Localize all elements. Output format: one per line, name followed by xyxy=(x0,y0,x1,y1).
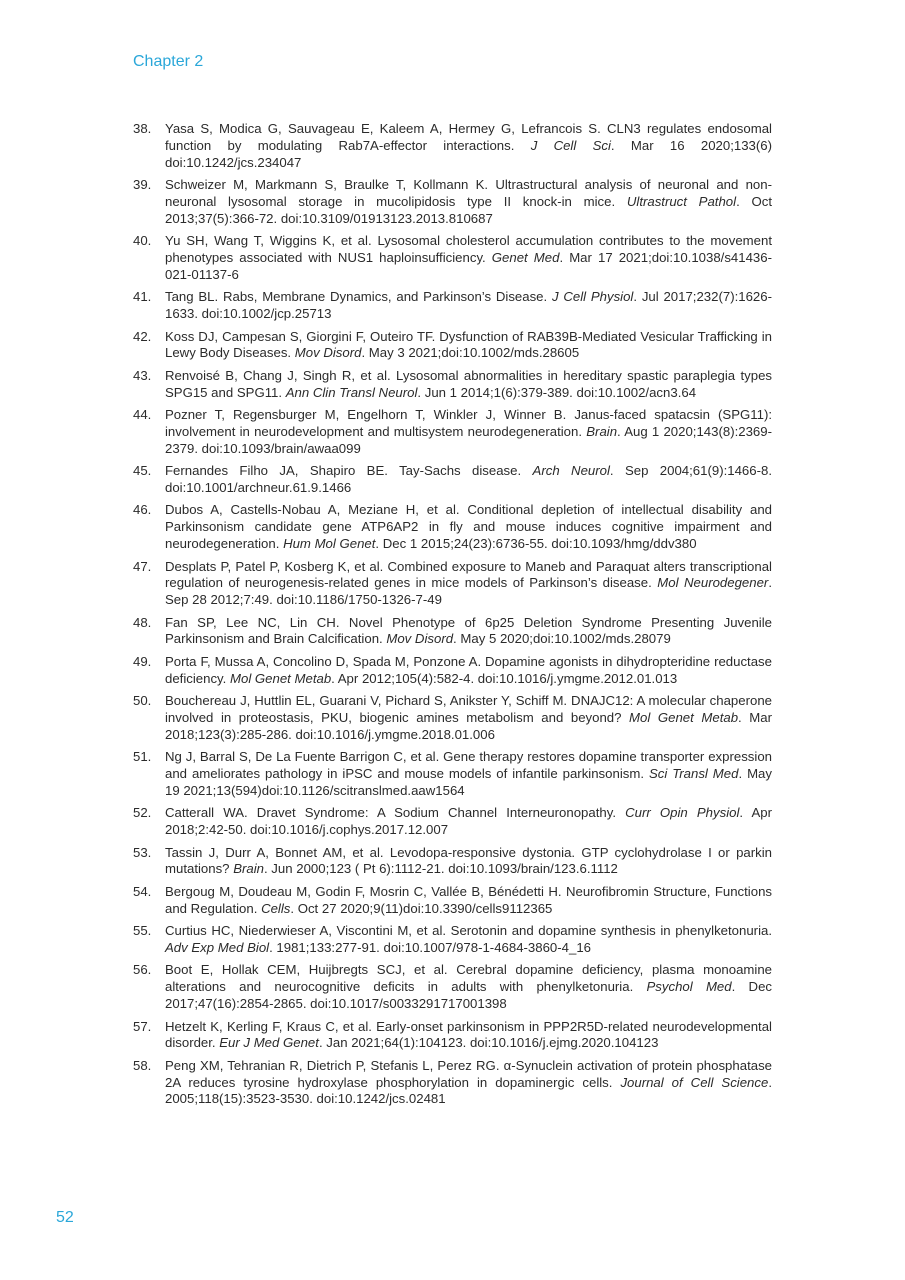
reference-number: 41. xyxy=(133,289,152,305)
journal-name: Genet Med xyxy=(491,249,560,265)
journal-name: Mol Genet Metab xyxy=(629,709,739,725)
journal-name: Adv Exp Med Biol xyxy=(165,939,270,955)
reference-number: 47. xyxy=(133,558,152,574)
chapter-heading: Chapter 2 xyxy=(133,53,204,70)
reference-number: 50. xyxy=(133,693,152,709)
reference-text: Koss DJ, Campesan S, Giorgini F, Outeiro TF. Dysfunction of RAB39B-Mediated Vesicular Trafficking in Lewy Body Diseases. Mov Disord. May 3 2021;doi:10.1002/mds.28605 xyxy=(165,328,772,361)
reference-item xyxy=(133,407,772,457)
reference-text: Catterall WA. Dravet Syndrome: A Sodium Channel Interneuronopathy. Curr Opin Physiol. Apr 2018;2:42-50. doi:10.1016/j.cophys.2017.12.007 xyxy=(165,805,772,838)
reference-item xyxy=(133,845,772,879)
reference-number: 56. xyxy=(133,962,152,978)
journal-name: Cells xyxy=(261,900,291,916)
reference-item xyxy=(133,1058,772,1108)
reference-item xyxy=(133,1019,772,1053)
reference-number: 46. xyxy=(133,502,152,518)
reference-number: 58. xyxy=(133,1057,152,1073)
journal-name: Brain xyxy=(233,861,264,877)
reference-text: Ng J, Barral S, De La Fuente Barrigon C, et al. Gene therapy restores dopamine transporter expression and ameliorates pathology in iPSC and mouse models of infantile parkinsonism. Sci Transl Med. May 19 2021;13(594)doi:10.1126/scitranslmed.aaw1564 xyxy=(165,749,772,798)
reference-number: 42. xyxy=(133,328,152,344)
reference-text: Renvoisé B, Chang J, Singh R, et al. Lysosomal abnormalities in hereditary spastic paraplegia types SPG15 and SPG11. Ann Clin Transl Neurol. Jun 1 2014;1(6):379-389. doi:10.1002/acn3.64 xyxy=(165,367,772,400)
reference-text: Schweizer M, Markmann S, Braulke T, Kollmann K. Ultrastructural analysis of neuronal and non-neuronal lysosomal storage in mucolipidosis type II knock-in mice. Ultrastruct Pathol. Oct 2013;37(5):366-72. doi:10.3109/01913123.2013.810687 xyxy=(165,177,772,226)
reference-item xyxy=(133,233,772,283)
reference-text: Yu SH, Wang T, Wiggins K, et al. Lysosomal cholesterol accumulation contributes to the movement phenotypes associated with NUS1 haploinsufficiency. Genet Med. Mar 17 2021;doi:10.1038/s41436-021-01137-6 xyxy=(165,233,772,282)
reference-text: Desplats P, Patel P, Kosberg K, et al. Combined exposure to Maneb and Paraquat alters transcriptional regulation of neurogenesis-related genes in mice models of Parkinson’s disease. Mol Neurodegener. Sep 28 2012;7:49. doi:10.1186/1750-1326-7-49 xyxy=(165,558,772,608)
reference-text: Yasa S, Modica G, Sauvageau E, Kaleem A, Hermey G, Lefrancois S. CLN3 regulates endosomal function by modulating Rab7A-effector interactions. J Cell Sci. Mar 16 2020;133(6) doi:10.1242/jcs.234047 xyxy=(165,121,772,170)
page-number: 52 xyxy=(56,1209,74,1226)
reference-item xyxy=(133,805,772,839)
reference-item xyxy=(133,615,772,649)
reference-text: Tang BL. Rabs, Membrane Dynamics, and Parkinson’s Disease. J Cell Physiol. Jul 2017;232(7):1626-1633. doi:10.1002/jcp.25713 xyxy=(165,289,772,322)
reference-number: 39. xyxy=(133,177,152,193)
reference-number: 49. xyxy=(133,653,152,669)
reference-item xyxy=(133,368,772,402)
journal-name: Mol Neurodegener xyxy=(657,575,769,591)
reference-text: Hetzelt K, Kerling F, Kraus C, et al. Early-onset parkinsonism in PPP2R5D-related neurodevelopmental disorder. Eur J Med Genet. Jan 2021;64(1):104123. doi:10.1016/j.ejmg.2020.104123 xyxy=(165,1018,772,1051)
reference-item xyxy=(133,749,772,799)
reference-text: Fernandes Filho JA, Shapiro BE. Tay-Sachs disease. Arch Neurol. Sep 2004;61(9):1466-8. doi:10.1001/archneur.61.9.1466 xyxy=(165,463,772,495)
journal-name: Brain xyxy=(586,423,618,439)
reference-text: Curtius HC, Niederwieser A, Viscontini M, et al. Serotonin and dopamine synthesis in phenylketonuria. Adv Exp Med Biol. 1981;133:277-91. doi:10.1007/978-1-4684-3860-4_16 xyxy=(165,923,772,955)
reference-number: 44. xyxy=(133,407,152,423)
reference-text: Porta F, Mussa A, Concolino D, Spada M, Ponzone A. Dopamine agonists in dihydropteridine reductase deficiency. Mol Genet Metab. Apr 2012;105(4):582-4. doi:10.1016/j.ymgme.2012.01.013 xyxy=(165,653,772,686)
reference-item xyxy=(133,121,772,171)
reference-number: 57. xyxy=(133,1018,152,1034)
journal-name: Hum Mol Genet xyxy=(283,536,376,552)
reference-item xyxy=(133,177,772,227)
reference-number: 52. xyxy=(133,805,152,821)
journal-name: Ultrastruct Pathol xyxy=(626,193,737,209)
reference-number: 40. xyxy=(133,233,152,249)
reference-item xyxy=(133,884,772,918)
reference-list xyxy=(133,121,772,1114)
reference-text: Tassin J, Durr A, Bonnet AM, et al. Levodopa-responsive dystonia. GTP cyclohydrolase I or parkin mutations? Brain. Jun 2000;123 ( Pt 6):1112-21. doi:10.1093/brain/123.6.1112 xyxy=(165,844,772,877)
journal-name: Sci Transl Med xyxy=(648,766,739,782)
reference-item xyxy=(133,463,772,497)
reference-text: Bergoug M, Doudeau M, Godin F, Mosrin C, Vallée B, Bénédetti H. Neurofibromin Structure, Functions and Regulation. Cells. Oct 27 2020;9(11)doi:10.3390/cells9112365 xyxy=(165,883,772,916)
journal-name: Arch Neurol xyxy=(532,463,610,479)
journal-name: J Cell Physiol xyxy=(551,289,634,305)
journal-name: Curr Opin Physiol xyxy=(625,805,740,821)
reference-number: 48. xyxy=(133,614,152,630)
reference-item xyxy=(133,693,772,743)
journal-name: Mov Disord xyxy=(294,345,362,361)
reference-number: 45. xyxy=(133,463,152,479)
reference-item xyxy=(133,329,772,363)
reference-text: Bouchereau J, Huttlin EL, Guarani V, Pichard S, Anikster Y, Schiff M. DNAJC12: A molecular chaperone involved in proteostasis, PKU, biogenic amines metabolism and beyond? Mol Genet Metab. Mar 2018;123(3):285-286. doi:10.1016/j.ymgme.2018.01.006 xyxy=(165,693,772,742)
reference-item xyxy=(133,923,772,957)
journal-name: Psychol Med xyxy=(646,979,732,995)
reference-item xyxy=(133,289,772,323)
journal-name: Mol Genet Metab xyxy=(230,670,332,686)
reference-item xyxy=(133,654,772,688)
journal-name: J Cell Sci xyxy=(530,137,611,153)
reference-number: 43. xyxy=(133,367,152,383)
journal-name: Eur J Med Genet xyxy=(219,1035,319,1051)
reference-text: Pozner T, Regensburger M, Engelhorn T, Winkler J, Winner B. Janus-faced spatacsin (SPG11): involvement in neurodevelopment and multisystem neurodegeneration. Brain. Aug 1 2020;143(8):2369-2379. doi:10.1093/brain/awaa099 xyxy=(165,407,772,456)
reference-text: Dubos A, Castells-Nobau A, Meziane H, et al. Conditional depletion of intellectual disability and Parkinsonism candidate gene ATP6AP2 in fly and mouse induces cognitive impairment and neurodegeneration. Hum Mol Genet. Dec 1 2015;24(23):6736-55. doi:10.1093/hmg/ddv380 xyxy=(165,502,772,552)
journal-name: Mov Disord xyxy=(386,631,454,647)
reference-text: Fan SP, Lee NC, Lin CH. Novel Phenotype of 6p25 Deletion Syndrome Presenting Juvenile Parkinsonism and Brain Calcification. Mov Disord. May 5 2020;doi:10.1002/mds.28079 xyxy=(165,614,772,647)
reference-number: 55. xyxy=(133,923,152,939)
reference-item xyxy=(133,559,772,609)
reference-number: 54. xyxy=(133,883,152,899)
reference-number: 51. xyxy=(133,749,152,765)
reference-number: 38. xyxy=(133,121,152,136)
reference-text: Boot E, Hollak CEM, Huijbregts SCJ, et al. Cerebral dopamine deficiency, plasma monoamine alterations and neurocognitive deficits in adults with phenylketonuria. Psychol Med. Dec 2017;47(16):2854-2865. doi:10.1017/s0033291717001398 xyxy=(165,962,772,1012)
reference-item xyxy=(133,962,772,1012)
reference-item xyxy=(133,502,772,552)
reference-text: Peng XM, Tehranian R, Dietrich P, Stefanis L, Perez RG. α-Synuclein activation of protein phosphatase 2A reduces tyrosine hydroxylase phosphorylation in dopaminergic cells. Journal of Cell Science. 2005;118(15):3523-3530. doi:10.1242/jcs.02481 xyxy=(165,1057,772,1107)
journal-name: Journal of Cell Science xyxy=(620,1074,769,1090)
reference-number: 53. xyxy=(133,844,152,860)
journal-name: Ann Clin Transl Neurol xyxy=(285,384,418,400)
